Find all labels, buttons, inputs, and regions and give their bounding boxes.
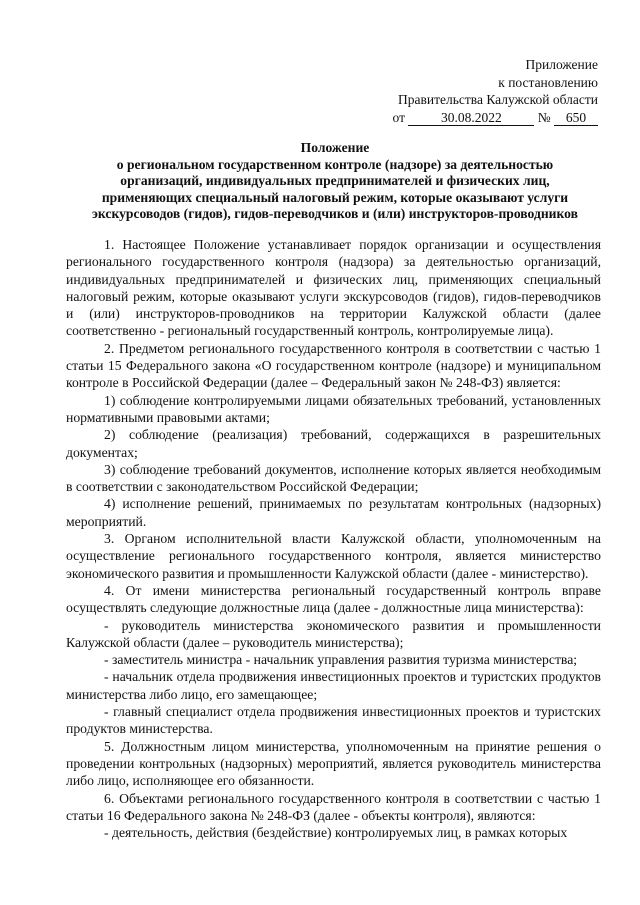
appendix-label: Приложение bbox=[525, 57, 598, 72]
paragraph: 4. От имени министерства региональный государственный контроль вправе осуществлять следующие должностные лица (далее - должностные лица министерства): bbox=[66, 582, 601, 616]
paragraph: 1) соблюдение контролируемыми лицами обязательных требований, установленных нормативными правовыми актами; bbox=[66, 392, 601, 425]
paragraph: 5. Должностным лицом министерства, уполномоченным на принятие решения о проведении контрольных (надзорных) мероприятий, является руководитель министерства либо лицо, исполняющее его обязанности. bbox=[66, 738, 601, 789]
title-line: организаций, индивидуальных предпринимателей и физических лиц, bbox=[120, 173, 550, 188]
title-line: экскурсоводов (гидов), гидов-переводчиков и (или) инструкторов-проводников bbox=[92, 206, 578, 221]
paragraph: 3. Органом исполнительной власти Калужской области, уполномоченным на осуществление регионального государственного контроля, является министерство экономического развития и промышленности Калужской области (далее - министерство). bbox=[66, 531, 601, 581]
paragraph: 2) соблюдение (реализация) требований, содержащихся в разрешительных документах; bbox=[66, 427, 601, 460]
resolution-label: к постановлению bbox=[498, 74, 598, 90]
paragraph: - руководитель министерства экономического развития и промышленности Калужской области (далее – руководитель министерства); bbox=[66, 617, 601, 650]
paragraph: - главный специалист отдела продвижения инвестиционных проектов и туристских продуктов министерства. bbox=[66, 704, 601, 737]
government-label: Правительства Калужской области bbox=[397, 92, 598, 107]
date-number-line bbox=[338, 109, 598, 127]
paragraph: 6. Объектами регионального государственного контроля в соответствии с частью 1 статьи 16 Федерального закона № 248-ФЗ (далее - объекты контроля), являются: bbox=[66, 790, 601, 823]
document-body bbox=[66, 236, 601, 841]
resolution-number: 650 bbox=[554, 111, 598, 126]
paragraph: - начальник отдела продвижения инвестиционных проектов и туристских продуктов министерства либо лицо, его замещающее; bbox=[66, 669, 601, 702]
paragraph: 1. Настоящее Положение устанавливает порядок организации и осуществления регионального государственного контроля (надзора) за деятельностью организаций, индивидуальных предпринимателей и физических лиц, применяющих специальный налоговый режим, которые оказывают услуги экскурсоводов (гидов), гидов-переводчиков и (или) инструкторов-проводников на территории Калужской области (далее соответственно - региональный государственный контроль, контролируемые лица). bbox=[66, 237, 601, 339]
appendix-header bbox=[338, 56, 598, 126]
paragraph: 2. Предметом регионального государственного контроля в соответствии с частью 1 статьи 15 Федерального закона «О государственном контроле (надзоре) и муниципальном контроле в Российской Федерации (далее – Федеральный закон № 248-ФЗ) является: bbox=[66, 340, 601, 391]
resolution-date: 30.08.2022 bbox=[408, 111, 534, 126]
paragraph: - деятельность, действия (бездействие) контролируемых лиц, в рамках которых bbox=[104, 825, 568, 841]
paragraph: 3) соблюдение требований документов, исполнение которых является необходимым в соответствии с законодательством Российской Федерации; bbox=[66, 461, 601, 495]
title-line: о региональном государственном контроле (надзоре) за деятельностью bbox=[116, 156, 554, 172]
document-title bbox=[70, 140, 600, 223]
date-prefix: от bbox=[392, 109, 405, 125]
paragraph: 4) исполнение решений, принимаемых по результатам контрольных (надзорных) мероприятий. bbox=[66, 496, 601, 529]
paragraph: - заместитель министра - начальник управления развития туризма министерства; bbox=[104, 652, 578, 668]
title-line: применяющих специальный налоговый режим, которые оказывают услуги bbox=[101, 189, 569, 205]
number-prefix: № bbox=[537, 109, 551, 125]
title-line: Положение bbox=[300, 140, 370, 155]
